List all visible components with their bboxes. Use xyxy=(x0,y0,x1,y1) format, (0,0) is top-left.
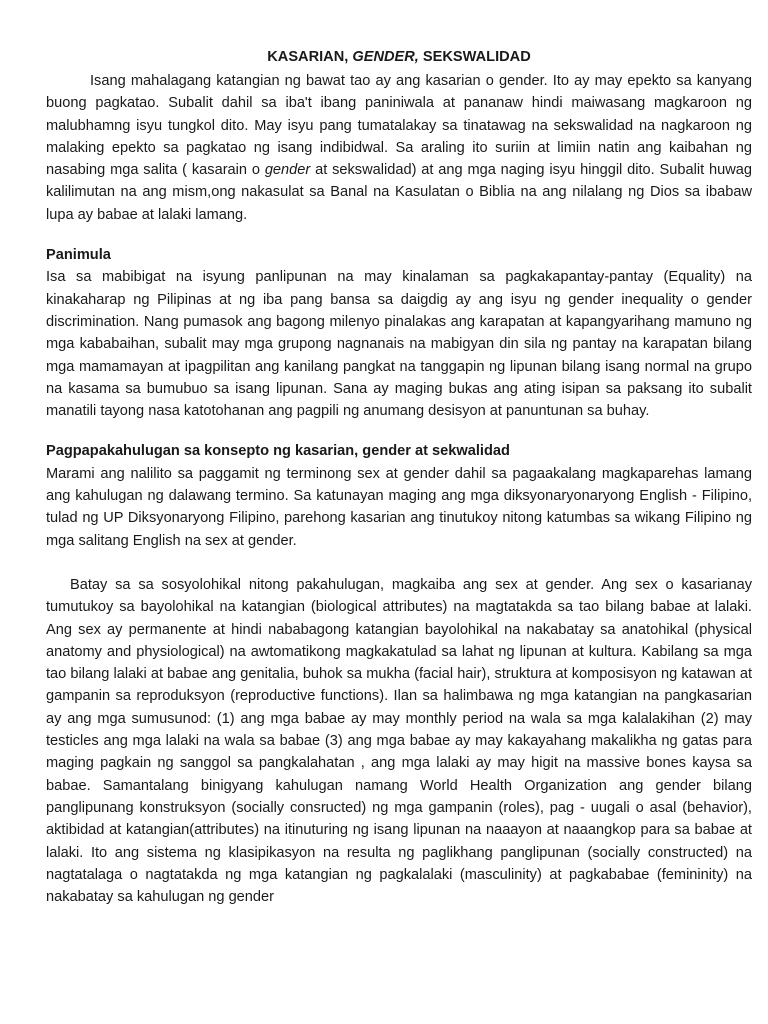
intro-paragraph xyxy=(46,70,752,226)
batay-paragraph: Batay sa sa sosyolohikal nitong pakahulugan, magkaiba ang sex at gender. Ang sex o kasarianay tumutukoy sa bayolohikal na katangian (biological attributes) na magtatakda sa tao bilang babae at lalaki. Ang sex ay permanente at hindi nababagong katangian bayolohikal na nakabatay sa anatohikal (physical anatomy and physiological) na awtomatikong magkakatulad sa lahat ng lipunan at kultura. Kabilang sa mga tao bilang lalaki at babae ang genitalia, buhok sa mukha (facial hair), struktura at komposisyon ng katawan at gampanin sa reproduksyon (reproductive functions). Ilan sa halimbawa ng mga katangian na pangkasarian ay ang mga sumusunod: (1) ang mga babae ay may monthly period na wala sa mga kalalakihan (2) may testicles ang mga lalaki na wala sa babae (3) ang mga babae ay may kakayahang makalikha ng gatas para maging pagkain ng sanggol sa pangkalahatan , ang mga lalaki ay may higit na massive bones kaysa sa babae. Samantalang binigyang kahulugan namang World Health Organization ang gender bilang panglipunang konstruksyon (socially consructed) ng mga gampanin (roles), pag - uugali o asal (behavior), aktibidad at katangian(attributes) na itinuturing ng isang lipunan na naaayon at naaangkop para sa babae at lalaki. Ito ang sistema ng klasipikasyon na resulta ng paglikhang panglipunan (socially constructed) na nagtatalaga o nagtatakda ng mga katangian ng pagkalalaki (masculinity) at pagkababae (femininity) na nakabatay sa kahulugan ng gender xyxy=(46,576,752,906)
title-part-1: KASARIAN, xyxy=(267,49,353,65)
title-part-3: SEKSWALIDAD xyxy=(418,49,531,65)
intro-text-1: Isang mahalagang katangian ng bawat tao ay ang kasarian o gender. Ito ay may epekto sa kanyang buong pagkatao. Subalit dahil sa iba't ibang paniniwala at pananaw hindi maiwasang magkaroon ng malubhamng isyu tungkol dito. May isyu pang tumatalakay sa tinatawag na sekswalidad na nagkaroon ng malaking epekto sa pagkatao ng isang indibidwal. Sa araling ito suriin at limiin natin ang kaibahan ng nasabing mga salita ( kasarain o xyxy=(46,73,752,179)
section-heading-pagpapakahulugan: Pagpapakahulugan sa konsepto ng kasarian, gender at sekwalidad xyxy=(46,443,510,460)
document-page xyxy=(46,46,752,908)
section-heading-panimula: Panimula xyxy=(46,247,111,264)
pagpapakahulugan-paragraph: Marami ang nalilito sa paggamit ng terminong sex at gender dahil sa pagaakalang magkaparehas lamang ang kahulugan ng dalawang termino. Sa katunayan maging ang mga diksyonaryonaryong English - Filipino, tulad ng UP Diksyonaryong Filipino, parehong kasarian ang tinutukoy nitong katumbas sa wikang Filipino ng mga salitang English na sex at gender. xyxy=(46,465,752,549)
title-part-2: GENDER, xyxy=(352,49,419,65)
page-title xyxy=(46,46,752,68)
intro-italic-term: gender xyxy=(264,162,311,179)
intro-text-2: at sekswalidad) at ang mga naging isyu hinggil dito. Subalit huwag kalilimutan na ang mism,ong nakasulat sa Banal na Kasulatan o Biblia na ang nilalang ng Dios sa ibabaw lupa ay babae at lalaki lamang. xyxy=(46,162,752,223)
panimula-paragraph: Isa sa mabibigat na isyung panlipunan na may kinalaman sa pagkakapantay-pantay (Equality) na kinakaharap ng Pilipinas at ng iba pang bansa sa daigdig ay ang isyu ng gender inequality o gender discrimination. Nang pumasok ang bagong milenyo pinalakas ang karapatan at kapangyarihang mamuno ng mga kababaihan, subalit may mga grupong nagnanais na mabigyan din sila ng pantay na karapatan bilang mga mamamayan at ipagpilitan ang kanilang pangkat na tanggapin ng lipunan bilang isang normal na grupo na kasama sa bumubuo sa isang lipunan. Sana ay maging bukas ang ating isipan sa paksang ito subalit manatili tayong nasa katotohanan ang pagpili ng anumang desisyon at panuntunan sa buhay. xyxy=(46,269,752,420)
